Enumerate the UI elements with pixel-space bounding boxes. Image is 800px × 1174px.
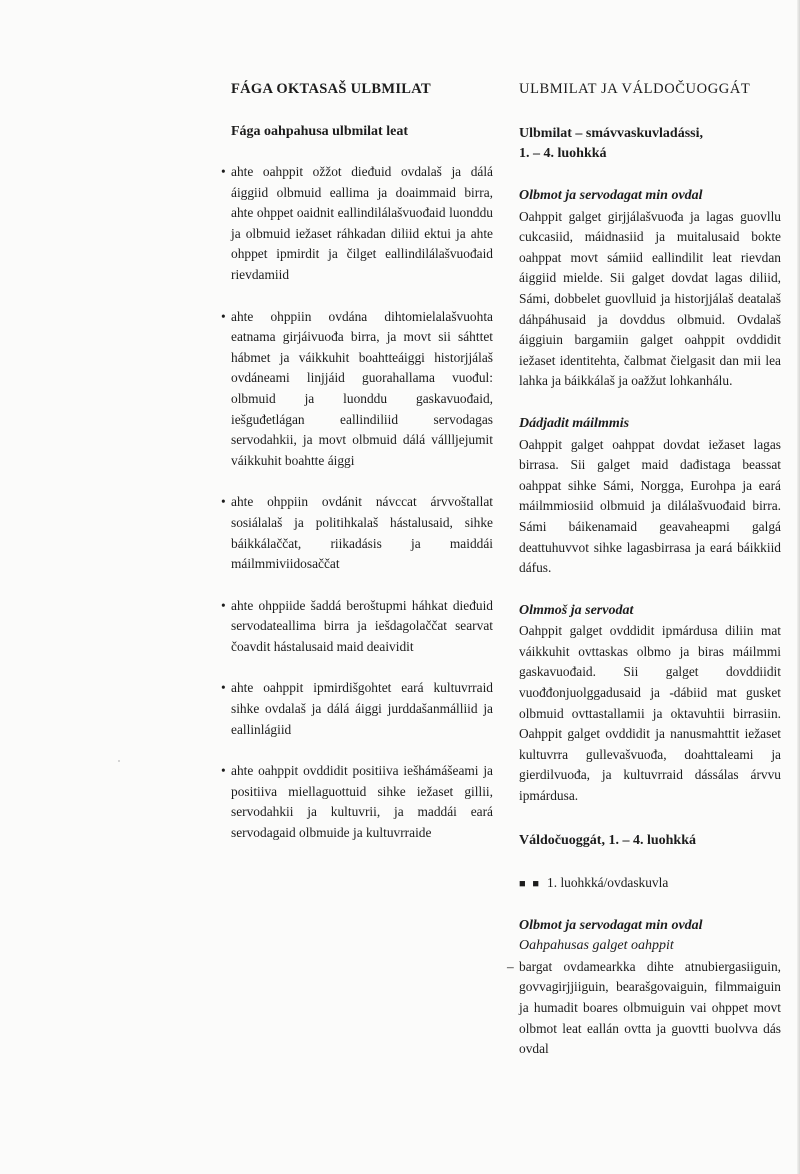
section-subtitle: Oahpahusas galget oahppit <box>519 938 674 954</box>
bullet-icon: • <box>221 597 226 613</box>
scan-speck <box>118 760 120 762</box>
left-column-heading: FÁGA OKTASAŠ ULBMILAT <box>231 81 431 97</box>
dash-list-item-text: bargat ovdamearkka dihte atnubiergasiiguin, govvagirjjiiguin, bearašgovaiguin, filmmaiguin ja humadit boares olbmuiguin vai ohppet movt olbmot leat eallán ovtta ja guovtti buolvva dás ovdal <box>519 958 781 1057</box>
list-item <box>221 492 493 574</box>
list-item <box>221 307 493 472</box>
section-body: Oahppit galget girjjálašvuođa ja lagas guovllu cukcasiid, máidnasiid ja muitalusaid bokte oahppat movt sámiid eallindilit leat rievdan áiggiid mielde. Sii galget dovdat lagas diliid, Sámi, dobbelet guovlluid ja historjjálaš deatalaš dáhpáhusaid ja dovddus olbmuid. Ovdalaš áiggiuin bargamiin galget oahppit ovddidit iežaset identitehta, čalbmat čielgasit dan mii lea lahka ja báikkálaš ja oažžut lohkanhálu. <box>519 208 781 389</box>
list-item-text: ahte ohppiide šaddá beroštupmi háhkat dieđuid servodateallima birra ja iešdagolaččat searvat čoavdit hástalusaid maid deaividit <box>231 597 493 654</box>
list-item-text: ahte oahppit ožžot dieđuid ovdalaš ja dálá áiggiid olbmuid eallima ja doaimmaid birra, ahte ohppet oaidnit eallindilálašvuođaid luonddu ja olbmuid iežaset ráhkadan diliid ektui ja ahte ohppet ipmirdit ja čilget eallindilálašvuođaid rievdamiid <box>231 164 493 282</box>
left-subheading: Fága oahpahusa ulbmilat leat <box>231 124 408 139</box>
right-subheading-line1: Ulbmilat – smávvaskuvladássi, <box>519 126 703 141</box>
section-body: Oahppit galget ovddidit ipmárdusa diliin mat váikkuhit ovttaskas olbmo ja biras máilmmi gaskavuođaid. Sii galget dovddiidit vuođđonjuolggadusaid ja -dábiid mat gusket olbmuid ovttastallamii ja oktavuhtii birrasiin. Oahppit galget ovddidit ja nanusmahttit iežaset kultuvrra gullevašvuođa, doahttaleami ja gierdilvuođa, ja kultuvrraid dássálas árvvu ipmárdusa. <box>519 623 781 804</box>
bullet-icon: • <box>221 680 226 696</box>
list-item-text: ahte oahppit ovddidit positiiva iešhámášeami ja positiiva miellaguottuid sihke iežaset gillii, servodahkii ja kultuvrii, ja maddái eará servodagaid olbmuide ja kultuvrraide <box>231 763 493 841</box>
section-title: Olbmot ja servodagat min ovdal <box>519 188 703 203</box>
grade-label: 1. luohkká/ovdaskuvla <box>547 874 669 890</box>
dash-list-item <box>507 957 781 1060</box>
bullet-icon: • <box>221 494 226 510</box>
grade-line <box>519 873 781 894</box>
right-subheading <box>519 124 781 164</box>
section-title: Olbmot ja servodagat min ovdal <box>519 917 703 933</box>
list-item-text: ahte ohppiin ovdána dihtomielalašvuohta eatnama girjáivuođa birra, ja movt sii sáhttet hábmet ja váikkuhit boahtteáiggi historjjálaš ovdáneami linjjáid guorahallama vuođul: olbmuid ja luonddu gaskavuođaid, iešguđetlágan eallindiliid servodagas servodahkii, ja movt olbmuid dálá vállljejumit váikkuhit boahtte áiggi <box>231 308 493 468</box>
right-column <box>507 80 781 1060</box>
list-item <box>221 596 493 658</box>
section-title: Olmmoš ja servodat <box>519 602 634 618</box>
list-item <box>221 162 493 286</box>
section <box>507 916 781 1060</box>
bullet-icon: • <box>221 763 226 779</box>
list-item <box>221 678 493 740</box>
level-heading: Váldočuoggát, 1. – 4. luohkká <box>519 832 696 848</box>
section-title: Dádjadit máilmmis <box>519 415 630 431</box>
section <box>519 414 781 579</box>
right-subheading-line2: 1. – 4. luohkká <box>519 146 607 161</box>
square-markers-icon: ■ ■ <box>519 877 542 890</box>
list-item-text: ahte oahppit ipmirdišgohtet eará kultuvrraid sihke ovdalaš ja dálá áiggi jurddašanmálliid ja eallinlágiid <box>231 680 493 737</box>
section <box>519 186 781 392</box>
list-item-text: ahte ohppiin ovdánit návccat árvvoštallat sosiálalaš ja politihkalaš hástalusaid, sihke báikkálaččat, riikadásis ja maiddái máilmmiviidosaččat <box>231 494 493 572</box>
section <box>519 601 781 807</box>
section-body: Oahppit galget oahppat dovdat iežaset lagas birrasa. Sii galget maid dađistaga beassat oahppat sihke Sámi, Norgga, Eurohpa ja eará máilmmiosiid olbmuid ja dilálašvuođaid birra. Sámi báikenamaid geavaheapmi galgá deattuhuvvot sihke lagasbirrasa ja eará báikkiid dáfus. <box>519 436 781 576</box>
bullet-icon: • <box>221 164 226 179</box>
list-item <box>221 761 493 843</box>
left-column <box>221 80 493 865</box>
bullet-icon: • <box>221 308 226 324</box>
goals-list <box>221 162 493 844</box>
dash-icon: – <box>507 958 514 974</box>
right-column-heading: ULBMILAT JA VÁLDOČUOGGÁT <box>519 81 751 97</box>
